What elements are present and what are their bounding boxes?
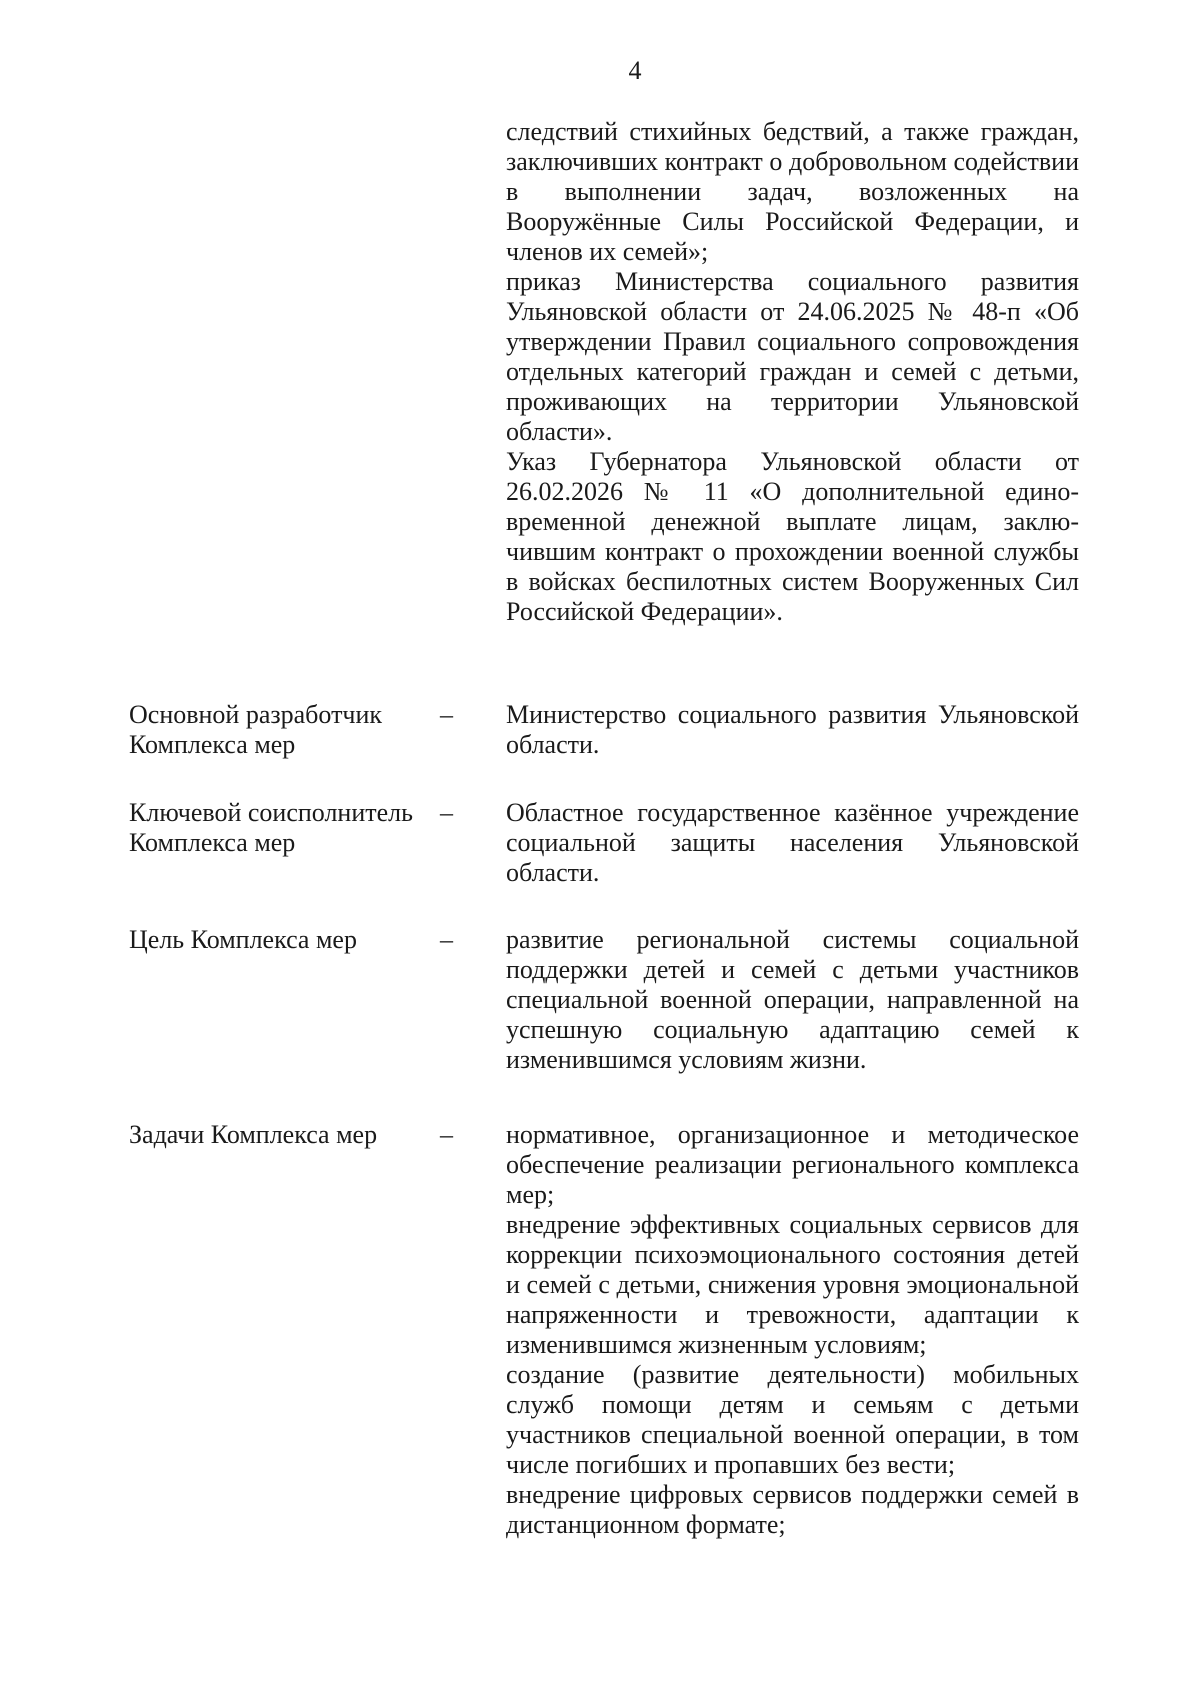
row-label: Ключевой соисполнитель Комплекса мер: [129, 798, 413, 857]
row-value: [506, 925, 1079, 1075]
row-dash: –: [440, 798, 453, 827]
value-paragraph: Областное государственное казённое учреждение социальной защиты населения Ульяновской области.: [506, 798, 1079, 887]
row-dash: –: [440, 925, 453, 954]
row-value: [506, 798, 1079, 888]
value-paragraph: развитие региональной системы социальной поддержки детей и семей с детьми участников специальной военной операции, направленной на успешную социальную адаптацию семей к изменившимся условиям жизни.: [506, 925, 1079, 1074]
value-paragraph: Министерство социального развития Ульяновской области.: [506, 700, 1079, 759]
row-value: [506, 700, 1079, 760]
continuation-paragraph: следствий стихийных бедствий, а также граждан, заключивших контракт о добровольном содействии в выполнении задач, возложенных на Вооружённые Силы Российской Федерации, и членов их семей»;: [506, 117, 1079, 266]
continuation-text: [506, 117, 1079, 627]
row-label: Задачи Комплекса мер: [129, 1120, 378, 1149]
value-paragraph: внедрение эффективных социальных сервисов для коррекции психоэмоционального состояния детей и семей с детьми, снижения уровня эмоциональной напряженности и тревожности, адаптации к изменившимся жизненным условиям;: [506, 1210, 1079, 1359]
row-dash: –: [440, 700, 453, 729]
row-label: Основной разработчик Комплекса мер: [129, 700, 383, 759]
value-paragraph: создание (развитие деятельности) мобильных служб помощи детям и семьям с детьми участников специальной военной операции, в том числе погибших и пропавших без вести;: [506, 1360, 1079, 1479]
value-paragraph: внедрение цифровых сервисов поддержки семей в дистанционном формате;: [506, 1480, 1079, 1539]
continuation-paragraph: Указ Губернатора Ульяновской области от 26.02.2026 № 11 «О дополнительной единовременной денежной выплате лицам, заключившим контракт о прохождении военной службы в войсках беспилотных систем Вооруженных Сил Российской Федерации».: [506, 447, 1079, 626]
page-number: 4: [628, 56, 642, 85]
row-dash: –: [440, 1120, 453, 1149]
row-label: Цель Комплекса мер: [129, 925, 357, 954]
continuation-paragraph: приказ Министерства социального развития Ульяновской области от 24.06.2025 № 48-п «Об утверждении Правил социального сопровождения отдельных категорий граждан и семей с детьми, проживающих на территории Ульяновской области».: [506, 267, 1079, 446]
row-value: [506, 1120, 1079, 1540]
value-paragraph: нормативное, организационное и методическое обеспечение реализации регионального комплекса мер;: [506, 1120, 1079, 1209]
